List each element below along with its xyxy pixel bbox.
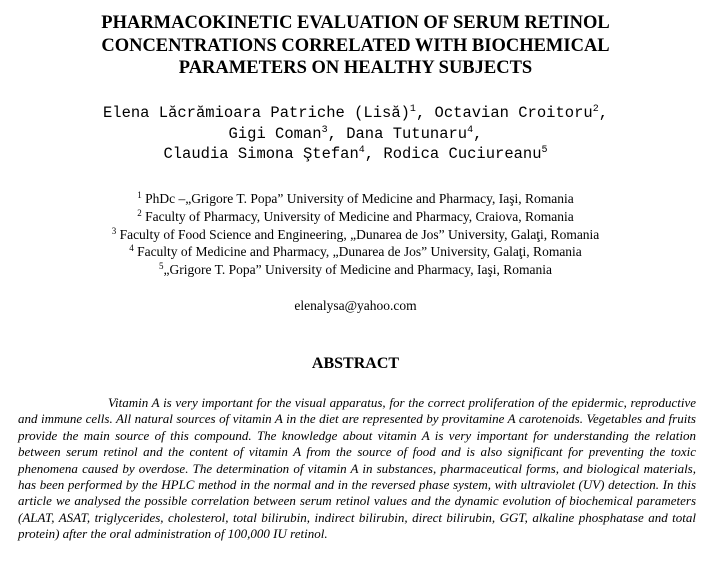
author-name: Claudia Simona Ştefan bbox=[163, 145, 359, 163]
author-name: Octavian Croitoru bbox=[434, 104, 593, 122]
contact-email: elenalysa@yahoo.com bbox=[294, 298, 417, 313]
author-name: Gigi Coman bbox=[228, 124, 322, 143]
affiliation-item bbox=[0, 208, 711, 226]
title-line-1: PHARMACOKINETIC EVALUATION OF SERUM RETINOL bbox=[101, 13, 610, 33]
author-list bbox=[0, 103, 711, 165]
affiliation-item bbox=[0, 243, 711, 261]
author-name: Rodica Cuciureanu bbox=[383, 145, 542, 163]
author-affil-mark: 4 bbox=[358, 145, 365, 156]
affiliation-mark: 5 bbox=[158, 261, 164, 272]
author-name: Elena Lăcrămioara Patriche (Lisă) bbox=[102, 104, 410, 122]
author-line-3: Claudia Simona Ştefan$^4$, Rodica Cuciureanu$^5$ bbox=[163, 145, 548, 163]
affiliation-text: Faculty of Food Science and Engineering, „Dunarea de Jos” University, Galaţi, Romania bbox=[119, 226, 600, 242]
affiliation-text: PhDc –„Grigore T. Popa” University of Medicine and Pharmacy, Iaşi, Romania bbox=[145, 191, 574, 206]
affiliation-mark: 2 bbox=[137, 207, 142, 218]
affiliation-text: Faculty of Pharmacy, University of Medicine and Pharmacy, Craiova, Romania bbox=[145, 208, 574, 224]
affiliation-item bbox=[0, 261, 711, 279]
affiliation-text: „Grigore T. Popa” University of Medicine and Pharmacy, Iaşi, Romania bbox=[163, 262, 552, 278]
affiliation-mark: 3 bbox=[111, 225, 117, 236]
affiliation-list bbox=[0, 190, 711, 279]
abstract-text: Vitamin A is very important for the visual apparatus, for the correct proliferation of the epidermic, reproductive and immune cells. All natural sources of vitamin A in the diet are represented by provitamine A carotenoids. Vegetables and fruits provide the main source of this compound. The knowledge about vitamin A is very important for understanding the relation between serum retinol and the content of vitamin A from the source of food and is also significant for preventing the toxic phenomena caused by overdose. The determination of vitamin A in substances, pharmaceutical forms, and biological materials, has been performed by the HPLC method in the normal and in the reversed phase system, with ultraviolet (UV) detection. In this article we analysed the possible correlation between serum retinol values and the dynamic evolution of biochemical parameters (ALAT, ASAT, triglycerides, cholesterol, total bilirubin, indirect bilirubin, direct bilirubin, GGT, alkaline phosphatase and total protein) after the oral administration of 100,000 IU retinol. bbox=[18, 395, 696, 542]
author-name: Dana Tutunaru bbox=[346, 124, 468, 143]
title-line-3: PARAMETERS ON HEALTHY SUBJECTS bbox=[178, 58, 533, 78]
affiliation-mark: 1 bbox=[137, 190, 142, 200]
abstract-heading: ABSTRACT bbox=[311, 355, 400, 372]
author-affil-mark: 3 bbox=[321, 124, 328, 136]
author-affil-mark: 2 bbox=[592, 104, 599, 115]
paper-title bbox=[0, 12, 711, 80]
author-line-1: Elena Lăcrămioara Patriche (Lisă)$^1$, Octavian Croitoru$^2$, bbox=[102, 104, 609, 122]
title-line-2: CONCENTRATIONS CORRELATED WITH BIOCHEMICAL bbox=[101, 35, 610, 56]
affiliation-text: Faculty of Medicine and Pharmacy, „Dunarea de Jos” University, Galaţi, Romania bbox=[137, 244, 582, 260]
affiliation-mark: 4 bbox=[129, 243, 134, 254]
affiliation-item bbox=[0, 226, 711, 244]
author-affil-mark: 1 bbox=[409, 104, 416, 115]
author-affil-mark: 5 bbox=[541, 145, 548, 156]
affiliation-item bbox=[0, 190, 711, 208]
author-affil-mark: 4 bbox=[467, 124, 474, 136]
author-line-2: Gigi Coman$^3$, Dana Tutunaru$^4$, bbox=[228, 124, 483, 143]
